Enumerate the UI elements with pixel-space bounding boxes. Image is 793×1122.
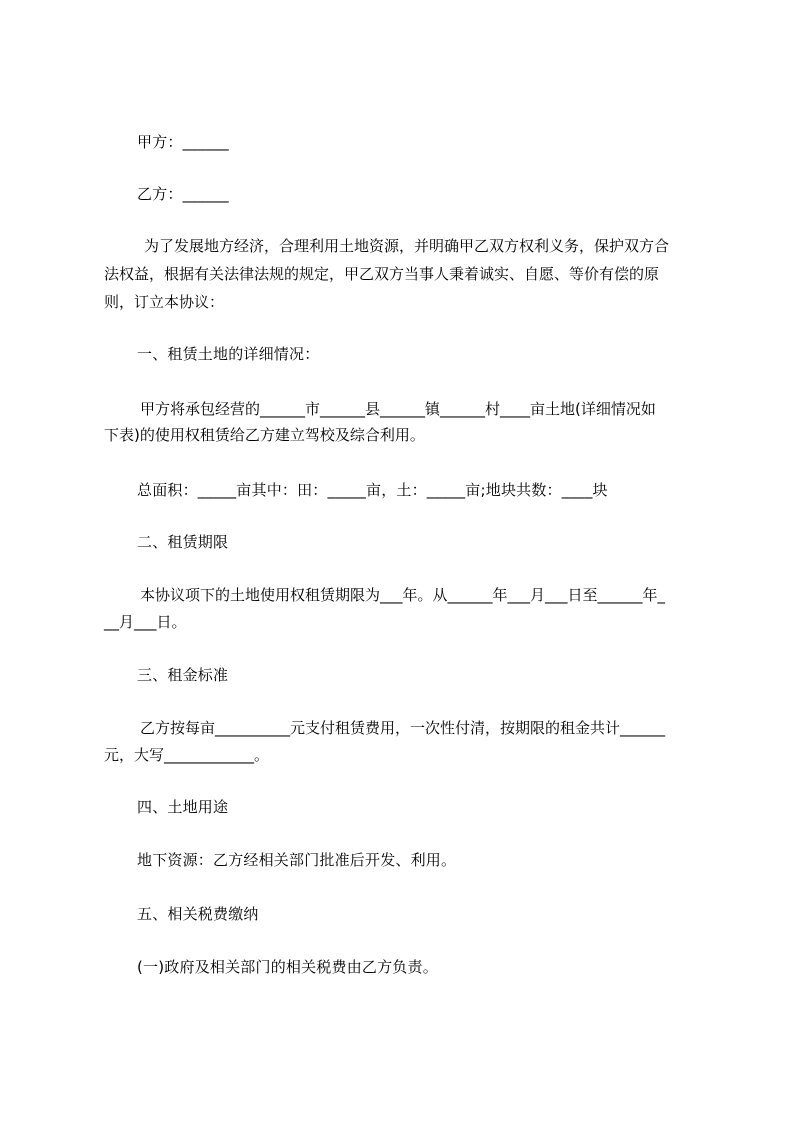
- section5-item-1: (一)政府及相关部门的相关税费由乙方负责。: [137, 958, 438, 976]
- section2-title: 二、租赁期限: [137, 533, 229, 551]
- section5-title: 五、相关税费缴纳: [137, 905, 259, 923]
- section1-body-line-1: 甲方将承包经营的______市______县______镇______村____亩土地(详细情况如: [140, 400, 656, 418]
- section1-title: 一、租赁土地的详细情况：: [137, 345, 320, 363]
- section2-body-line-2: __月___日。: [104, 613, 187, 631]
- section1-area-line: 总面积：_____亩其中：田：_____亩，土：_____亩;地块共数：____块: [137, 481, 608, 499]
- section3-body-line-2: 元，大写____________。: [104, 746, 270, 764]
- section4-body: 地下资源：乙方经相关部门批准后开发、利用。: [137, 851, 457, 869]
- preamble-line-3: 则，订立本协议：: [104, 293, 225, 311]
- section1-body-line-2: 下表)的使用权租赁给乙方建立驾校及综合利用。: [104, 426, 425, 444]
- section2-body-line-1: 本协议项下的土地使用权租赁期限为___年。从______年___月___日至______年_: [140, 586, 666, 604]
- preamble-line-1: 为了发展地方经济，合理利用土地资源，并明确甲乙双方权利义务，保护双方合: [144, 237, 670, 255]
- party-a-line: 甲方：______: [137, 133, 229, 151]
- party-b-line: 乙方：______: [137, 185, 229, 203]
- section3-title: 三、租金标准: [137, 666, 229, 684]
- preamble-line-2: 法权益，根据有关法律法规的规定，甲乙双方当事人秉着诚实、自愿、等价有偿的原: [104, 265, 660, 283]
- section4-title: 四、土地用途: [137, 798, 229, 816]
- section3-body-line-1: 乙方按每亩__________元支付租赁费用，一次性付清，按期限的租金共计______: [140, 719, 666, 737]
